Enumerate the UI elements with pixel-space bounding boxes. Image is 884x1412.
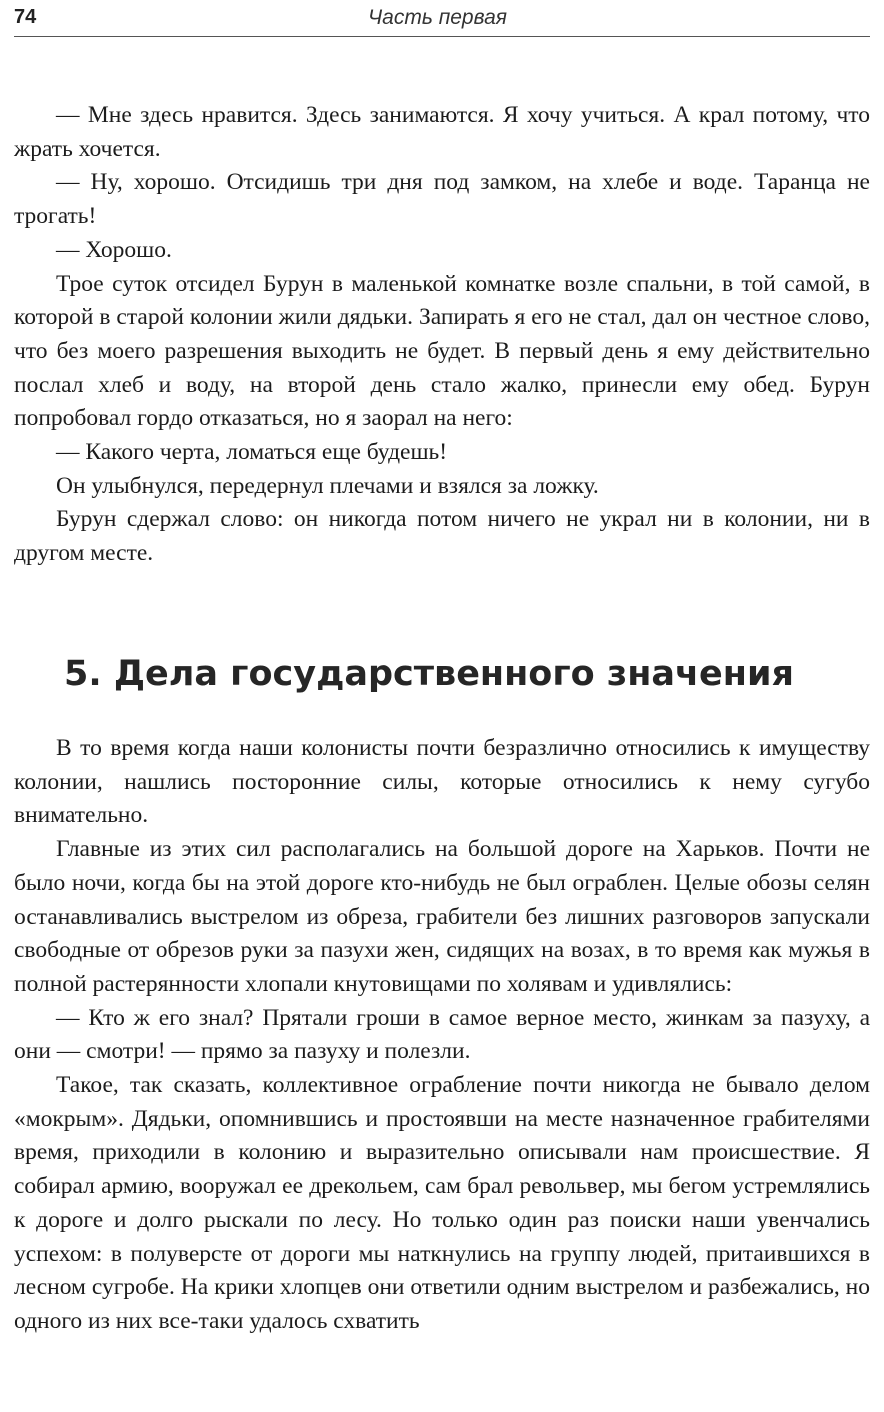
text-block-top: [14, 99, 870, 571]
running-title: Часть первая: [368, 6, 508, 29]
paragraph: — Кто ж его знал? Прятали гроши в самое верное место, жинкам за пазуху, а они — смотри! — прямо за пазуху и полезли.: [14, 1004, 870, 1065]
paragraph: — Хорошо.: [56, 236, 172, 263]
paragraph: — Какого черта, ломаться еще будешь!: [56, 439, 448, 466]
text-block-bottom: [14, 732, 870, 1339]
paragraph: Он улыбнулся, передернул плечами и взялся за ложку.: [56, 472, 599, 499]
paragraph: — Ну, хорошо. Отсидишь три дня под замком, на хлебе и воде. Таранца не трогать!: [14, 169, 870, 230]
paragraph: Бурун сдержал слово: он никогда потом ничего не украл ни в колонии, ни в другом месте.: [14, 506, 870, 567]
paragraph: — Мне здесь нравится. Здесь занимаются. Я хочу учиться. А крал потому, что жрать хочется.: [14, 102, 870, 162]
paragraph: В то время когда наши колонисты почти безразлично относились к имуществу колонии, нашлись посторонние силы, которые относились к нему сугубо внимательно.: [14, 735, 870, 829]
paragraph: Трое суток отсидел Бурун в маленькой комнатке возле спальни, в той самой, в которой в старой колонии жили дядьки. Запирать я его не стал, дал он честное слово, что без моего разрешения выходить не будет. В первый день я ему действительно послал хлеб и воду, на второй день стало жалко, принесли ему обед. Бурун попробовал гордо отказаться, но я заорал на него:: [14, 270, 870, 432]
running-header: [14, 0, 870, 37]
chapter-heading: 5. Дела государственного значения: [64, 654, 794, 694]
paragraph: Такое, так сказать, коллективное ограбление почти никогда не бывало делом «мокрым». Дядьки, опомнившись и простоявши на месте назначенное грабителями время, приходили в колонию и выразительно описывали нам происшествие. Я собирал армию, вооружал ее дрекольем, сам брал револьвер, мы бегом устремлялись к дороге и долго рыскали по лесу. Но только один раз поиски наши увенчались успехом: в полуверсте от дороги мы наткнулись на группу людей, притаившихся в лесном сугробе. На крики хлопцев они ответили одним выстрелом и разбежались, но одного из них все-таки удалось схватить: [14, 1072, 870, 1334]
paragraph: Главные из этих сил располагались на большой дороге на Харьков. Почти не было ночи, когда бы на этой дороге кто-нибудь не был ограблен. Целые обозы селян останавливались выстрелом из обреза, грабители без лишних разговоров запускали свободные от обрезов руки за пазухи жен, сидящих на возах, в то время как мужья в полной растерянности хлопали кнутовищами по холявам и удивлялись:: [14, 836, 870, 997]
page-number: 74: [14, 6, 37, 28]
